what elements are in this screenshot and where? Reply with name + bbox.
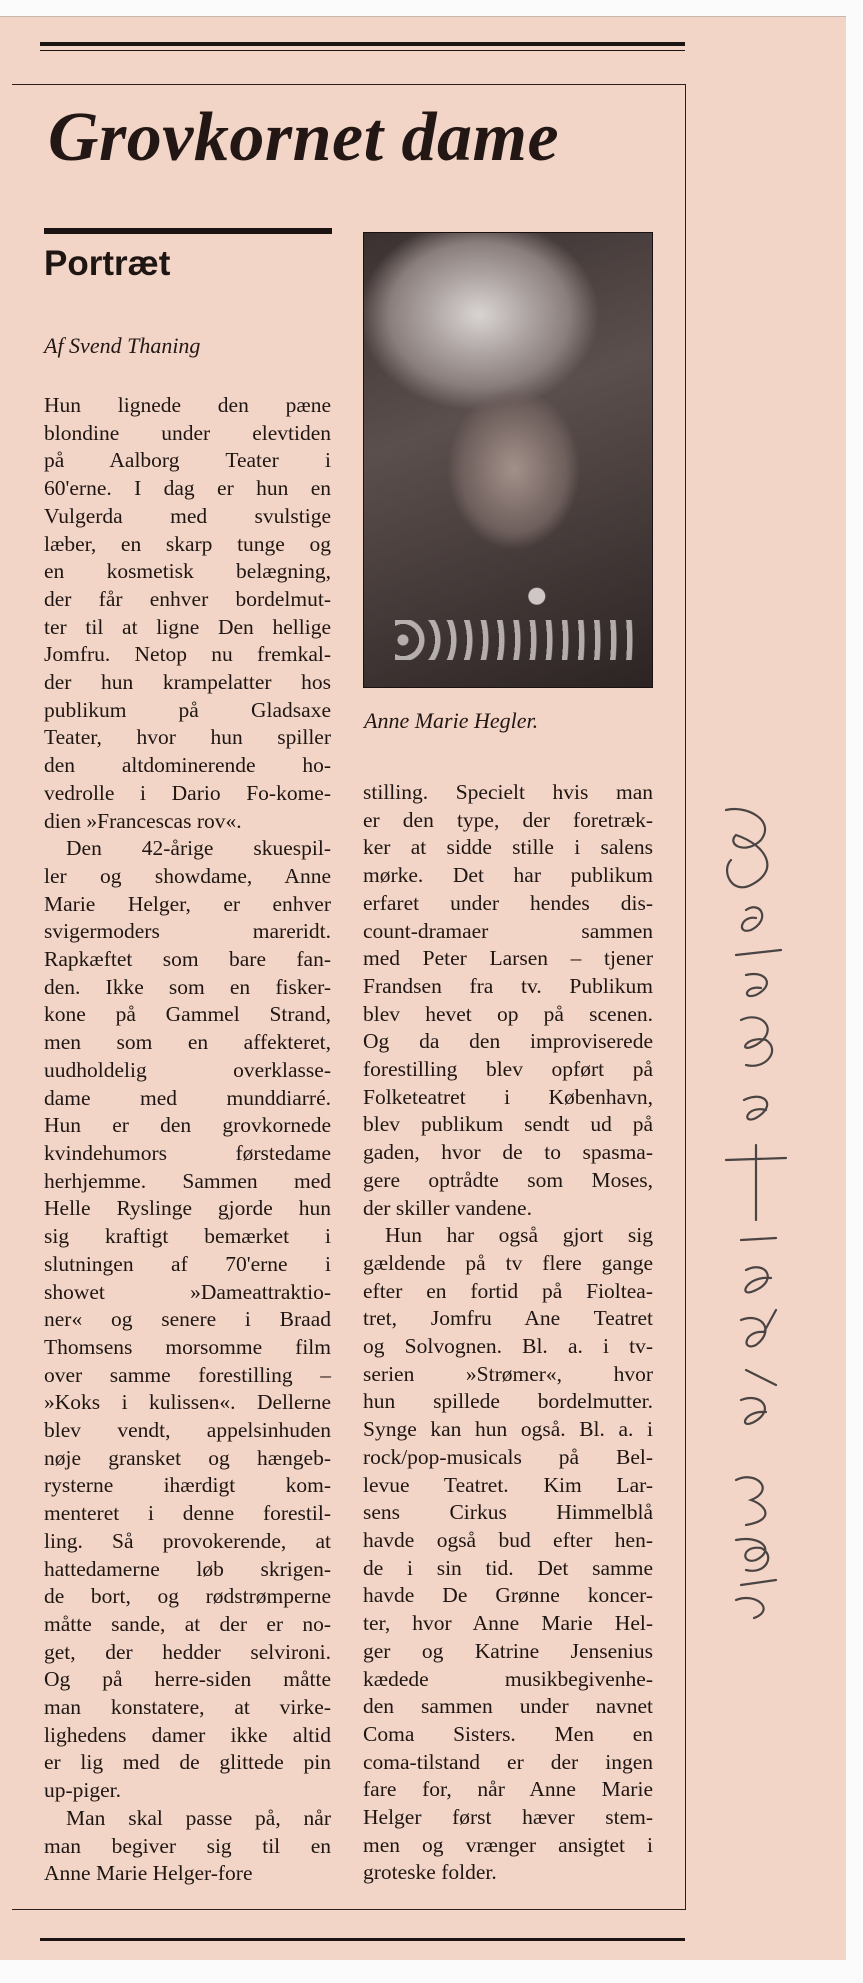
text-line: der skiller vandene.	[363, 1195, 532, 1220]
text-line: dame med munddiarré.	[44, 1085, 331, 1110]
text-line: up-piger.	[44, 1778, 122, 1803]
text-line: blev vendt, appelsinhuden	[44, 1418, 331, 1443]
text-line: havde De Grønne koncer-	[363, 1583, 653, 1608]
text-line: hattedamerne løb skrigen-	[44, 1556, 331, 1581]
photo-caption: Anne Marie Hegler.	[364, 708, 539, 733]
text-line: dien »Francescas rov«.	[44, 808, 242, 833]
text-line: de i sin tid. Det samme	[363, 1555, 653, 1580]
text-line: sig kraftigt bemærket i	[44, 1224, 331, 1249]
bottom-rule	[40, 1938, 685, 1941]
body-column-left	[44, 392, 331, 1888]
text-line: kædede musikbegivenhe-	[363, 1666, 653, 1691]
text-line: herhjemme. Sammen med	[44, 1168, 331, 1193]
text-line: kone på Gammel Strand,	[44, 1002, 331, 1027]
text-line: over samme forestilling –	[44, 1362, 331, 1387]
text-line: Teater, hvor hun spiller	[44, 725, 331, 750]
text-line: der hun krampelatter hos	[44, 670, 331, 695]
text-line: den altdominerende ho-	[44, 753, 331, 778]
text-line: ter til at ligne Den hellige	[44, 614, 331, 639]
text-line: get, der hedder selvironi.	[44, 1639, 331, 1664]
text-line: havde også bud efter hen-	[363, 1527, 653, 1552]
text-line: men som en affekteret,	[44, 1030, 331, 1055]
text-line: slutningen af 70'erne i	[44, 1251, 331, 1276]
text-line: Marie Helger, er enhver	[44, 891, 331, 916]
text-line: Thomsens morsomme film	[44, 1334, 331, 1359]
text-line: count-dramaer sammen	[363, 918, 653, 943]
scan-bottom-margin	[0, 1960, 863, 1983]
text-line: Man skal passe på, når	[66, 1805, 331, 1830]
text-line: Helle Ryslinge gjorde hun	[44, 1196, 331, 1221]
text-line: Frandsen fra tv. Publikum	[363, 973, 653, 998]
text-line: læber, en skarp tunge og	[44, 531, 331, 556]
text-line: Den 42-årige skuespil-	[66, 836, 331, 861]
text-line: på Aalborg Teater i	[44, 448, 331, 473]
text-line: forestilling blev opført på	[363, 1057, 653, 1082]
text-line: menteret i denne forestil-	[44, 1501, 331, 1526]
text-line: ler og showdame, Anne	[44, 863, 331, 888]
text-line: og Solvognen. Bl. a. i tv-	[363, 1334, 653, 1359]
text-line: ker at sidde stille i salens	[363, 835, 653, 860]
text-line: er den type, der foretræk-	[363, 807, 653, 832]
text-line: men og vrænger ansigtet i	[363, 1832, 653, 1857]
text-line: måtte sande, at der er no-	[44, 1611, 331, 1636]
text-line: 60'erne. I dag er hun en	[44, 476, 331, 501]
text-line: svigermoders mareridt.	[44, 919, 331, 944]
scan-right-margin	[846, 0, 863, 1983]
byline: Af Svend Thaning	[44, 333, 201, 358]
text-line: med Peter Larsen – tjener	[363, 946, 653, 971]
text-line: mørke. Det har publikum	[363, 863, 653, 888]
text-line: vedrolle i Dario Fo-kome-	[44, 780, 331, 805]
text-line: Hun er den grovkornede	[44, 1113, 331, 1138]
text-line: Hun har også gjort sig	[385, 1223, 653, 1248]
text-line: showet »Dameattraktio-	[44, 1279, 331, 1304]
text-line: publikum på Gladsaxe	[44, 697, 331, 722]
text-line: serien »Strømer«, hvor	[363, 1361, 653, 1386]
text-line: rysterne ihærdigt kom-	[44, 1473, 331, 1498]
text-line: coma-tilstand er der ingen	[363, 1749, 653, 1774]
top-double-rule	[40, 42, 685, 46]
text-line: stilling. Specielt hvis man	[363, 780, 653, 804]
text-line: Vulgerda med svulstige	[44, 503, 331, 528]
text-line: lighedens damer ikke altid	[44, 1722, 331, 1747]
text-line: en kosmetisk belægning,	[44, 559, 331, 584]
text-line: Og på herre-siden måtte	[44, 1667, 331, 1692]
text-line: ner« og senere i Braad	[44, 1307, 331, 1332]
section-label: Portræt	[44, 244, 171, 283]
text-line: gaden, hvor de to spasma-	[363, 1140, 653, 1165]
text-line: ger og Katrine Jensenius	[363, 1638, 653, 1663]
text-line: Jomfru. Netop nu fremkal-	[44, 642, 331, 667]
text-line: Synge kan hun også. Bl. a. i	[363, 1417, 653, 1442]
section-rule	[44, 228, 332, 234]
text-line: de bort, og rødstrømperne	[44, 1584, 331, 1609]
text-line: man begiver sig til en	[44, 1833, 331, 1858]
text-line: »Koks i kulissen«. Dellerne	[44, 1390, 331, 1415]
text-line: gere optrådte som Moses,	[363, 1167, 653, 1192]
text-line: tret, Jomfru Ane Teatret	[363, 1306, 653, 1331]
text-line: blev publikum sendt ud på	[363, 1112, 653, 1137]
scan-top-margin	[0, 0, 863, 17]
text-line: den sammen under navnet	[363, 1694, 653, 1719]
text-line: levue Teatret. Kim Lar-	[363, 1472, 653, 1497]
top-thin-rule	[40, 50, 685, 51]
body-column-right	[363, 779, 653, 1887]
text-line: uudholdelig overklasse-	[44, 1057, 331, 1082]
text-line: Hun lignede den pæne	[44, 393, 331, 417]
text-line: der får enhver bordelmut-	[44, 586, 331, 611]
text-line: man konstatere, at virke-	[44, 1695, 331, 1720]
text-line: kvindehumors førstedame	[44, 1140, 331, 1165]
text-line: sens Cirkus Himmelblå	[363, 1500, 653, 1525]
text-line: blondine under elevtiden	[44, 420, 331, 445]
text-line: Folketeatret i København,	[363, 1084, 653, 1109]
text-line: Rapkæftet som bare fan-	[44, 947, 331, 972]
text-line: fare for, når Anne Marie	[363, 1777, 653, 1802]
text-line: ling. Så provokerende, at	[44, 1528, 331, 1553]
text-line: blev hevet op på scenen.	[363, 1001, 653, 1026]
handwritten-note	[706, 800, 826, 1620]
text-line: Coma Sisters. Men en	[363, 1721, 653, 1746]
text-line: nøje gransket og hængeb-	[44, 1445, 331, 1470]
text-line: rock/pop-musicals på Bel-	[363, 1444, 653, 1469]
text-line: hun spillede bordelmutter.	[363, 1389, 653, 1414]
article-headline: Grovkornet dame	[48, 99, 560, 176]
text-line: groteske folder.	[363, 1860, 497, 1885]
text-line: ter, hvor Anne Marie Hel-	[363, 1611, 653, 1636]
text-line: er lig med de glittede pin	[44, 1750, 331, 1775]
text-line: gældende på tv flere gange	[363, 1250, 653, 1275]
text-line: efter en fortid på Fiolteа-	[363, 1278, 653, 1303]
pearl-necklace	[395, 620, 635, 660]
text-line: den. Ikke som en fisker-	[44, 974, 331, 999]
text-line: Anne Marie Helger-fore	[44, 1861, 253, 1886]
text-line: erfaret under hendes dis-	[363, 890, 653, 915]
text-line: Og da den improviserede	[363, 1029, 653, 1054]
text-line: Helger først hæver stem-	[363, 1805, 653, 1830]
